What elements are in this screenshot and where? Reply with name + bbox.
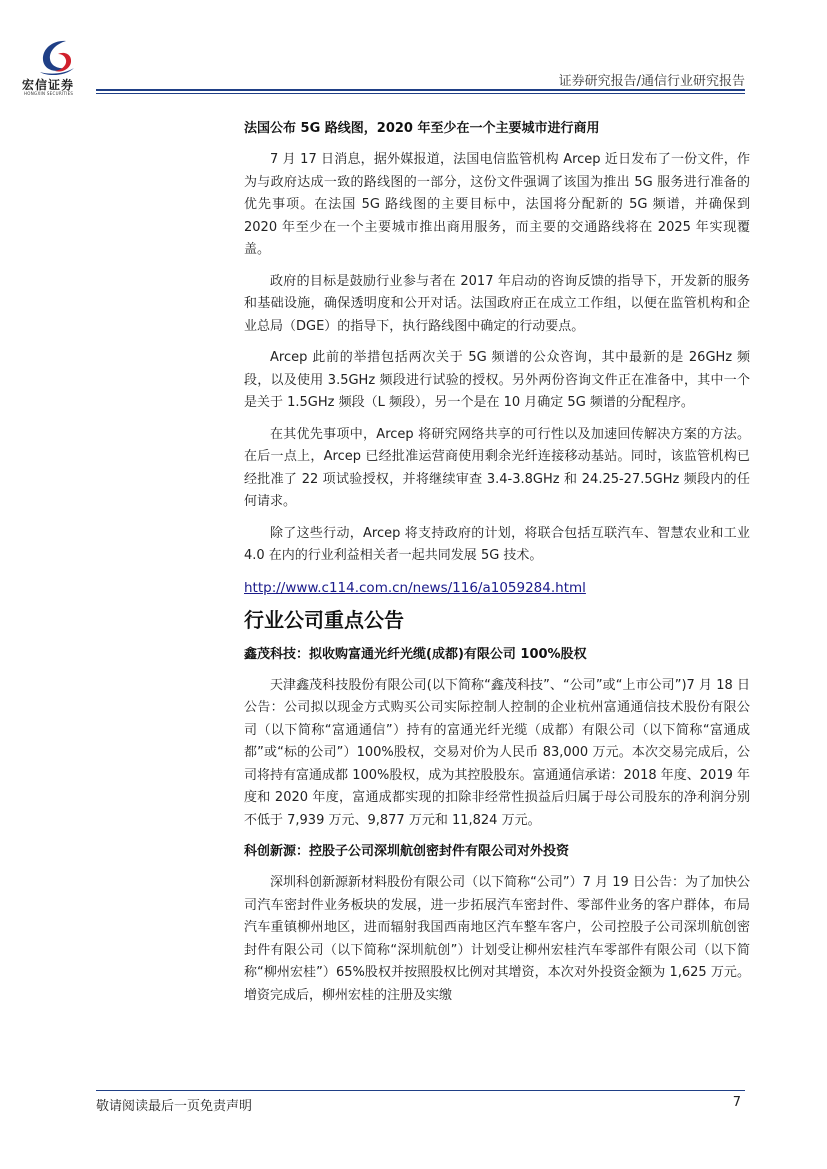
report-body: [244, 118, 750, 1016]
logo-swoosh-icon: [36, 38, 76, 76]
paragraph: 政府的目标是鼓励行业参与者在 2017 年启动的咨询反馈的指导下，开发新的服务和基础设施，确保透明度和公开对话。法国政府正在成立工作组，以便在监管机构和企业总局（DGE）的指导下，执行路线图中确定的行动要点。: [244, 273, 750, 334]
paragraph: 在其优先事项中，Arcep 将研究网络共享的可行性以及加速回传解决方案的方法。在后一点上，Arcep 已经批准运营商使用剩余光纤连接移动基站。同时，该监管机构已经批准了 22 项试验授权，并将继续审查 3.4-3.8GHz 和 24.25-27.5GHz 频段内的任何请求。: [244, 426, 750, 509]
header-divider-thin: [96, 93, 745, 94]
section-heading-france-5g: 法国公布 5G 路线图，2020 年至少在一个主要城市进行商用: [244, 121, 600, 136]
paragraph: 天津鑫茂科技股份有限公司(以下简称“鑫茂科技”、“公司”或“上市公司”)7 月 18 日公告：公司拟以现金方式购买公司实际控制人控制的企业杭州富通通信技术股份有限公司（以下简称“富通通信”）持有的富通光纤光缆（成都）有限公司（以下简称“富通成都”或“标的公司”）100%股权，交易对价为人民币 83,000 万元。本次交易完成后，公司将持有富通成都 100%股权，成为其控股股东。富通通信承诺：2018 年度、2019 年度和 2020 年度，富通成都实现的扣除非经常性损益后归属于母公司股东的净利润分别不低于 7,939 万元、9,877 万元和 11,824 万元。: [244, 677, 750, 828]
paragraph: 深圳科创新源新材料股份有限公司（以下简称“公司”）7 月 19 日公告：为了加快公司汽车密封件业务板块的发展，进一步拓展汽车密封件、零部件业务的客户群体，布局汽车重镇柳州地区，进而辐射我国西南地区汽车整车客户，公司控股子公司深圳航创密封件有限公司（以下简称“深圳航创”）计划受让柳州宏桂汽车零部件有限公司（以下简称“柳州宏桂”）65%股权并按照股权比例对其增资，本次对外投资金额为 1,625 万元。增资完成后，柳州宏桂的注册及实缴: [244, 875, 750, 1003]
source-link[interactable]: http://www.c114.com.cn/news/116/a1059284.html: [244, 579, 586, 596]
logo-subtext: HONGXIN SECURITIES: [24, 91, 74, 96]
header-divider: [96, 89, 745, 91]
page-number: 7: [732, 1095, 741, 1110]
footer-divider: [96, 1090, 745, 1091]
report-category-title: 证券研究报告/通信行业研究报告: [558, 74, 745, 89]
paragraph: 7 月 17 日消息，据外媒报道，法国电信监管机构 Arcep 近日发布了一份文件，作为与政府达成一致的路线图的一部分，这份文件强调了该国为推出 5G 服务进行准备的优先事项。在法国 5G 路线图的主要目标中，法国将分配新的 5G 频谱，并确保到 2020 年至少在一个主要城市推出商用服务，而主要的交通路线将在 2025 年实现覆盖。: [244, 152, 750, 257]
footer-disclaimer: 敬请阅读最后一页免责声明: [96, 1099, 253, 1114]
company-logo: [22, 38, 86, 94]
paragraph: 除了这些行动，Arcep 将支持政府的计划，将联合包括互联汽车、智慧农业和工业 4.0 在内的行业利益相关者一起共同发展 5G 技术。: [244, 525, 750, 563]
subsection-heading-xinmao: 鑫茂科技：拟收购富通光纤光缆(成都)有限公司 100%股权: [244, 646, 587, 662]
paragraph: Arcep 此前的举措包括两次关于 5G 频谱的公众咨询，其中最新的是 26GHz 频段，以及使用 3.5GHz 频段进行试验的授权。另外两份咨询文件正在准备中，其中一个是关于 1.5GHz 频段（L 频段），另一个是在 10 月确定 5G 频谱的分配程序。: [244, 350, 750, 410]
logo-text: 宏信证券: [22, 78, 75, 92]
subsection-heading-kechuang: 科创新源：控股子公司深圳航创密封件有限公司对外投资: [244, 844, 570, 859]
section-heading-company-announcements: 行业公司重点公告: [244, 607, 404, 632]
